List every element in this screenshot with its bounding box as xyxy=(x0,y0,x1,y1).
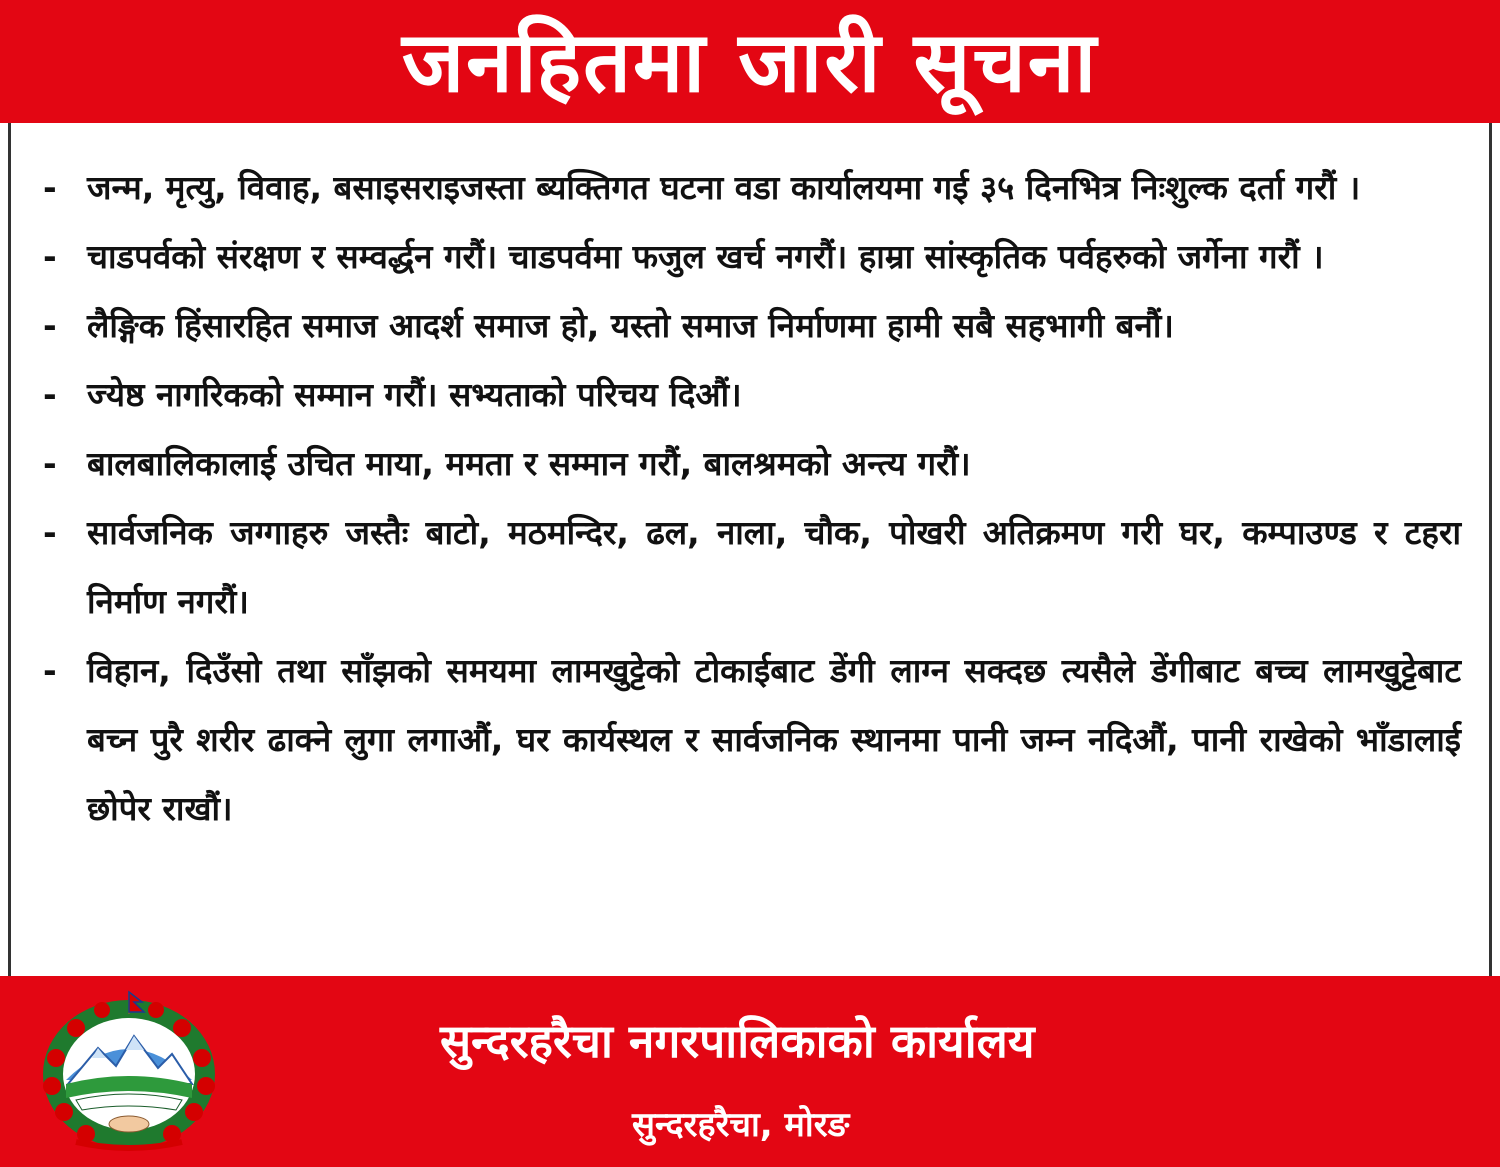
notice-text: सार्वजनिक जग्गाहरु जस्तैः बाटो, मठमन्दिर, ढल, नाला, चौक, पोखरी अतिक्रमण गरी घर, कम्पाउण्ड र टहरा निर्माण नगरौं। xyxy=(87,513,1461,621)
dash-bullet: - xyxy=(43,444,57,483)
notice-item xyxy=(43,153,1461,222)
notice-body xyxy=(8,123,1492,976)
notice-text: विहान, दिउँसो तथा साँझको समयमा लामखुट्टेको टोकाईबाट डेंगी लाग्न सक्दछ त्यसैले डेंगीबाट बच्च लामखुट्टेबाट बच्न पुरै शरीर ढाक्ने लुगा लगाऔं, घर कार्यस्थल र सार्वजनिक स्थानमा पानी जम्न नदिऔं, पानी राखेको भाँडालाई छोपेर राखौं। xyxy=(87,651,1461,828)
notice-footer xyxy=(0,976,1500,1167)
notice-item xyxy=(43,360,1461,429)
notice-text: लैङ्गिक हिंसारहित समाज आदर्श समाज हो, यस्तो समाज निर्माणमा हामी सबै सहभागी बनौं। xyxy=(87,306,1174,345)
dash-bullet: - xyxy=(43,306,57,345)
notice-list xyxy=(11,123,1489,843)
notice-item xyxy=(43,498,1461,636)
notice-header xyxy=(0,0,1500,123)
notice-text: जन्म, मृत्यु, विवाह, बसाइसराइजस्ता ब्यक्तिगत घटना वडा कार्यालयमा गई ३५ दिनभित्र निःशुल्क दर्ता गरौं । xyxy=(87,168,1361,207)
dash-bullet: - xyxy=(43,168,57,207)
notice-item xyxy=(43,222,1461,291)
notice-text: बालबालिकालाई उचित माया, ममता र सम्मान गरौं, बालश्रमको अन्त्य गरौं। xyxy=(87,444,971,483)
dash-bullet: - xyxy=(43,513,57,552)
notice-text: ज्येष्ठ नागरिकको सम्मान गरौं। सभ्यताको परिचय दिऔं। xyxy=(87,375,742,414)
notice-text: चाडपर्वको संरक्षण र सम्वर्द्धन गरौं। चाडपर्वमा फजुल खर्च नगरौं। हाम्रा सांस्कृतिक पर्वहरुको जर्गेना गरौं । xyxy=(87,237,1324,276)
dash-bullet: - xyxy=(43,651,57,690)
notice-item xyxy=(43,291,1461,360)
notice-item xyxy=(43,429,1461,498)
notice-title: जनहितमा जारी सूचना xyxy=(401,12,1099,111)
nepal-government-emblem-icon xyxy=(36,988,222,1152)
dash-bullet: - xyxy=(43,237,57,276)
office-name: सुन्दरहरैचा नगरपालिकाको कार्यालय xyxy=(440,1014,1035,1068)
office-address: सुन्दरहरैचा, मोरङ xyxy=(632,1105,850,1145)
dash-bullet: - xyxy=(43,375,57,414)
notice-item xyxy=(43,636,1461,843)
